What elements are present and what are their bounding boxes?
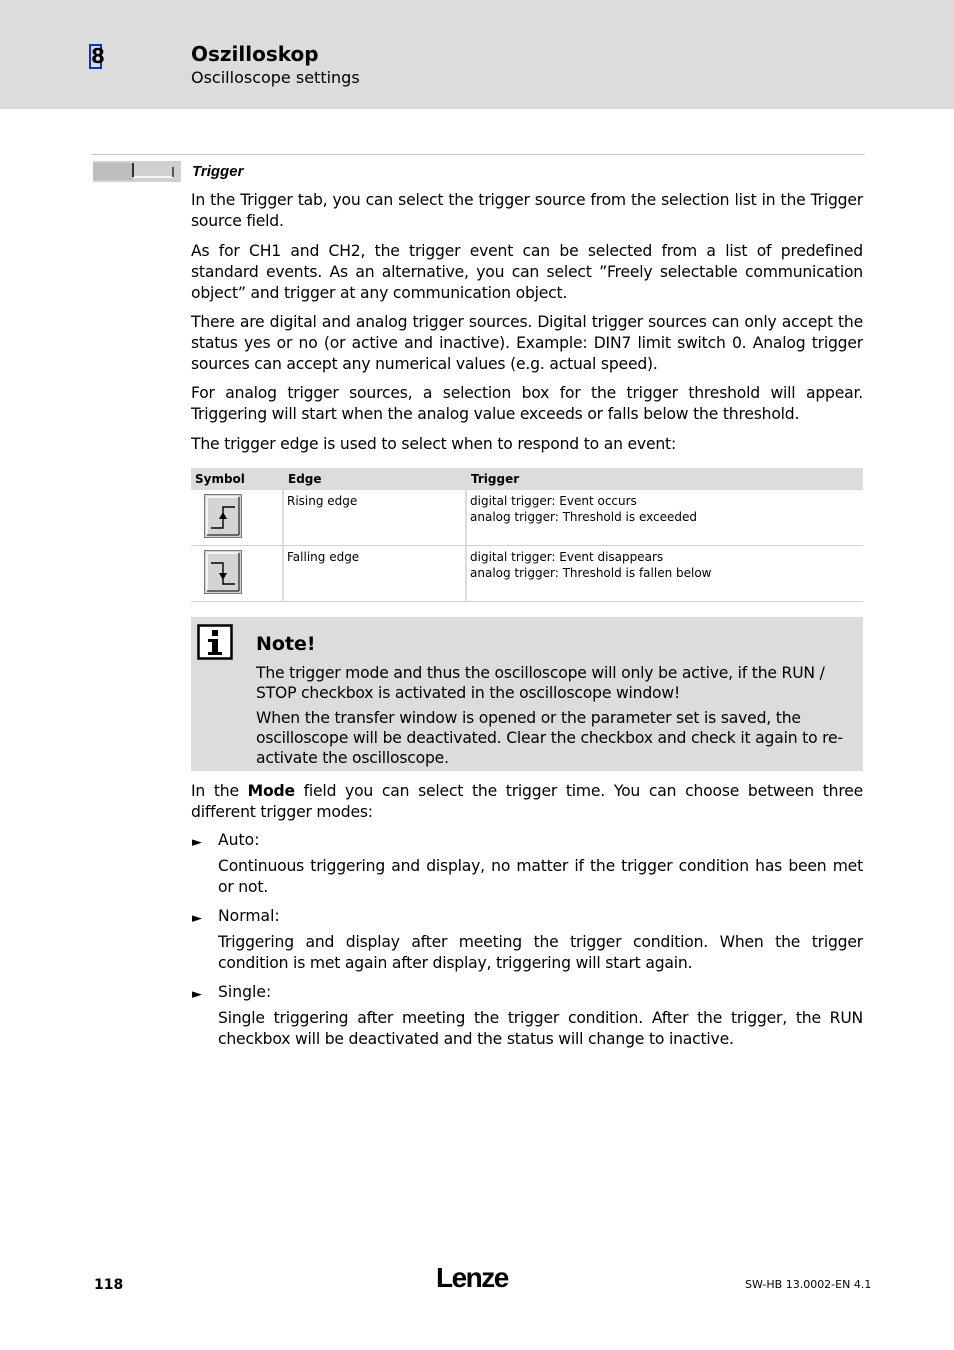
column-header-edge: Edge [283, 468, 466, 490]
mode-description: Continuous triggering and display, no matter if the trigger condition has been met or not. [218, 857, 863, 896]
paragraph: There are digital and analog trigger sources. Digital trigger sources can only accept the status yes or no (or active and inactive). Example: DIN7 limit switch 0. Analog trigger sources can accept any numerical values (e.g. actual speed). [191, 313, 863, 373]
info-icon [197, 624, 233, 660]
table-row [191, 490, 863, 546]
section-rule [91, 154, 865, 155]
mode-intro-suffix: field you can select the trigger time. You can choose between three different trigger modes: [191, 782, 863, 821]
falling-edge-icon [204, 550, 242, 594]
paragraph: The trigger edge is used to select when to respond to an event: [191, 435, 677, 453]
trigger-line: analog trigger: Threshold is fallen below [470, 566, 712, 580]
chapter-subtitle: Oscilloscope settings [191, 68, 360, 87]
edge-cell: Rising edge [283, 490, 466, 546]
trigger-cell [466, 546, 863, 602]
trigger-edge-table [191, 468, 863, 602]
mode-description: Single triggering after meeting the trigger condition. After the trigger, the RUN checkbox will be deactivated and the status will change to inactive. [218, 1009, 863, 1048]
section-marker-icon [93, 161, 181, 182]
note-text: When the transfer window is opened or the parameter set is saved, the oscilloscope will be deactivated. Clear the checkbox and check it again to re-activate the oscilloscope. [256, 709, 843, 767]
column-header-symbol: Symbol [191, 468, 283, 490]
mode-intro [191, 781, 863, 823]
symbol-cell [191, 546, 283, 602]
bullet-arrow-icon: ► [192, 911, 202, 926]
mode-intro-prefix: In the [191, 782, 248, 800]
chapter-title: Oszilloskop [191, 42, 319, 66]
bullet-arrow-icon: ► [192, 835, 202, 850]
trigger-line: analog trigger: Threshold is exceeded [470, 510, 697, 524]
note-title: Note! [256, 633, 316, 655]
trigger-line: digital trigger: Event disappears [470, 550, 664, 564]
chapter-number: 8 [91, 44, 105, 68]
rising-edge-icon [204, 494, 242, 538]
page-number: 118 [94, 1277, 124, 1293]
note-box [191, 617, 863, 771]
mode-intro-bold: Mode [247, 782, 295, 800]
table-header-row [191, 468, 863, 490]
table-row [191, 546, 863, 602]
mode-name: Normal: [218, 907, 280, 925]
trigger-cell [466, 490, 863, 546]
note-text: The trigger mode and thus the oscilloscope will only be active, if the RUN / STOP checkbox is activated in the oscilloscope window! [256, 664, 825, 702]
lenze-logo: Lenze [436, 1262, 508, 1293]
trigger-line: digital trigger: Event occurs [470, 494, 637, 508]
header-band [0, 0, 954, 109]
mode-name: Auto: [218, 831, 260, 849]
edge-cell: Falling edge [283, 546, 466, 602]
symbol-cell [191, 490, 283, 546]
section-title: Trigger [192, 163, 244, 180]
mode-name: Single: [218, 983, 272, 1001]
document-id: SW-HB 13.0002-EN 4.1 [745, 1278, 872, 1291]
mode-description: Triggering and display after meeting the trigger condition. When the trigger condition is met again after display, triggering will start again. [218, 933, 863, 972]
column-header-trigger: Trigger [466, 468, 863, 490]
bullet-arrow-icon: ► [192, 987, 202, 1002]
paragraph: As for CH1 and CH2, the trigger event can be selected from a list of predefined standard events. As an alternative, you can select ”Freely selectable communication object” and trigger at any communication object. [191, 242, 863, 302]
paragraph: In the Trigger tab, you can select the trigger source from the selection list in the Trigger source field. [191, 191, 863, 230]
paragraph: For analog trigger sources, a selection box for the trigger threshold will appear. Triggering will start when the analog value exceeds or falls below the threshold. [191, 384, 863, 423]
